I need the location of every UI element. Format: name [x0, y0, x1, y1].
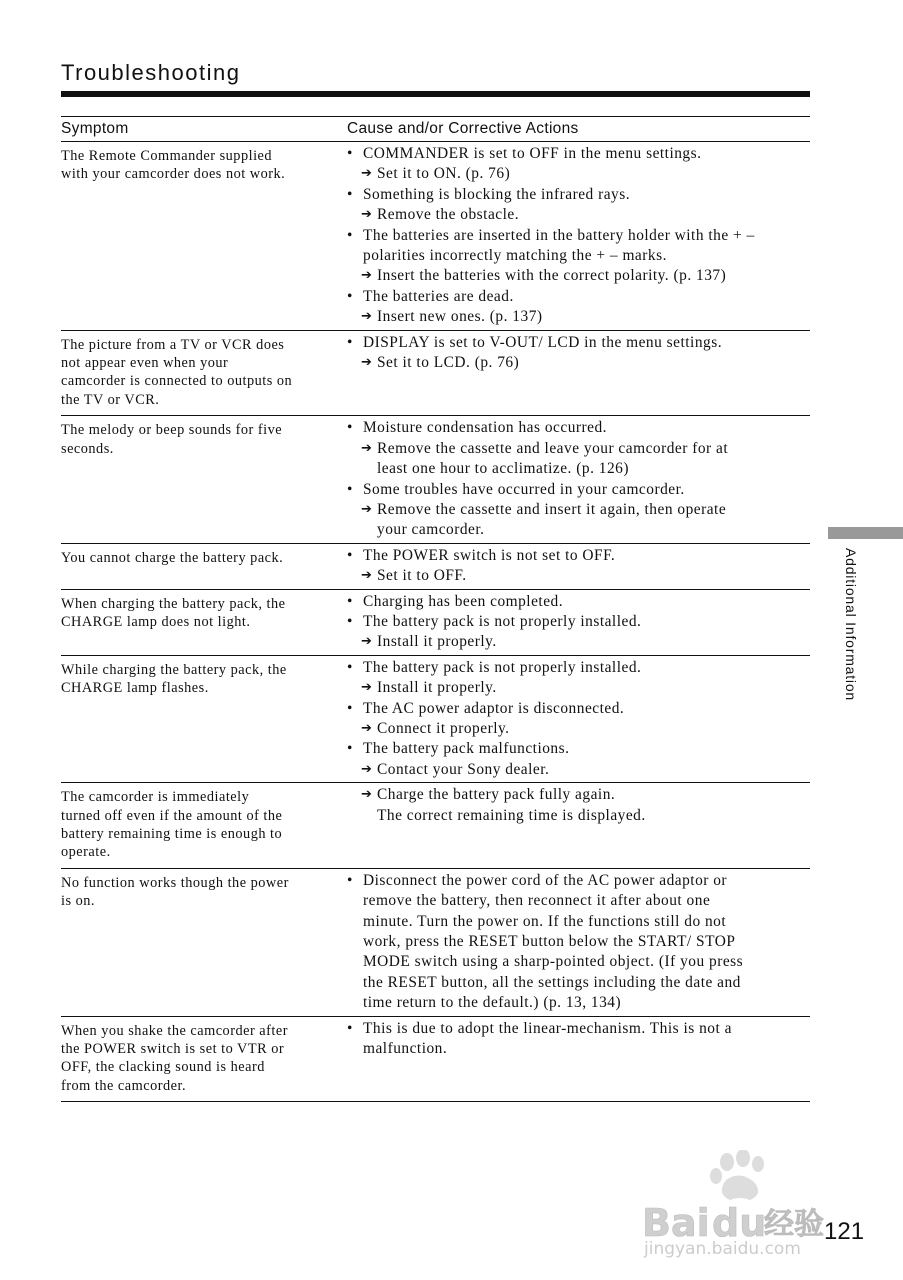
actions-cell [347, 783, 810, 868]
cause-text: The AC power adaptor is disconnected. [363, 699, 625, 717]
cause-text: The batteries are dead. [363, 287, 514, 305]
column-header-actions: Cause and/or Corrective Actions [347, 120, 579, 137]
cause-text: The batteries are inserted in the battery holder with the + – [363, 226, 755, 244]
cause-text: MODE switch using a sharp-pointed object. (If you press [363, 953, 744, 971]
section-tab-label: Additional Information [843, 548, 859, 702]
watermark-url: jingyan.baidu.com [644, 1239, 801, 1259]
cause-continuation [347, 952, 810, 972]
cause-text: the RESET button, all the settings including the date and [363, 973, 741, 991]
cause-item [347, 739, 810, 759]
arrow-icon: ➔ [361, 440, 373, 456]
action-text: Connect it properly. [377, 719, 510, 737]
action-item [347, 785, 810, 805]
symptom-cell [61, 590, 347, 655]
bullet-icon: • [347, 740, 353, 758]
section-tab [828, 527, 903, 539]
actions-cell [347, 869, 810, 1016]
cause-text: remove the battery, then reconnect it after about one [363, 892, 711, 910]
cause-text: Some troubles have occurred in your camcorder. [363, 480, 685, 498]
action-item [347, 266, 810, 286]
bullet-icon: • [347, 1019, 353, 1037]
cause-text: minute. Turn the power on. If the functions still do not [363, 912, 727, 930]
cause-item [347, 287, 810, 307]
page-title: Troubleshooting [61, 60, 241, 85]
action-continuation [347, 459, 810, 479]
symptom-cell [61, 544, 347, 589]
bullet-icon: • [347, 546, 353, 564]
symptom-line: is on. [61, 893, 95, 910]
cause-text: Moisture condensation has occurred. [363, 419, 608, 437]
cause-continuation [347, 912, 810, 932]
action-item [347, 632, 810, 652]
action-text: Insert the batteries with the correct polarity. (p. 137) [377, 267, 727, 285]
cause-item [347, 699, 810, 719]
symptom-line: CHARGE lamp flashes. [61, 680, 209, 697]
bullet-icon: • [347, 419, 353, 437]
cause-text: The POWER switch is not set to OFF. [363, 546, 616, 564]
actions-cell [347, 590, 810, 655]
action-item [347, 566, 810, 586]
cause-continuation [347, 891, 810, 911]
symptom-line: OFF, the clacking sound is heard [61, 1059, 265, 1076]
symptom-line: CHARGE lamp does not light. [61, 613, 251, 630]
troubleshooting-table [61, 116, 810, 1102]
cause-item [347, 658, 810, 678]
action-text: The correct remaining time is displayed. [377, 806, 646, 824]
cause-text: COMMANDER is set to OFF in the menu settings. [363, 145, 702, 162]
symptom-line: No function works though the power [61, 874, 289, 891]
bullet-icon: • [347, 871, 353, 889]
table-header [61, 117, 810, 142]
arrow-icon: ➔ [361, 207, 373, 223]
symptom-line: When you shake the camcorder after [61, 1022, 288, 1039]
cause-text: The battery pack malfunctions. [363, 740, 570, 758]
cause-text: malfunction. [363, 1040, 448, 1058]
action-item [347, 353, 810, 373]
cause-text: work, press the RESET button below the START/ STOP [363, 933, 736, 951]
arrow-icon: ➔ [361, 268, 373, 284]
symptom-line: The melody or beep sounds for five [61, 422, 283, 439]
bullet-icon: • [347, 612, 353, 630]
watermark-cn: 经验 [764, 1207, 824, 1242]
symptom-line: The Remote Commander supplied [61, 148, 273, 164]
arrow-icon: ➔ [361, 634, 373, 650]
paw-logo-icon [640, 1150, 840, 1260]
cause-item [347, 612, 810, 632]
action-item [347, 164, 810, 184]
symptom-line: from the camcorder. [61, 1077, 187, 1094]
cause-item [347, 1019, 810, 1039]
actions-cell [347, 656, 810, 782]
symptom-line: the TV or VCR. [61, 391, 160, 408]
cause-continuation [347, 246, 810, 266]
arrow-icon: ➔ [361, 720, 373, 736]
action-text: least one hour to acclimatize. (p. 126) [377, 460, 629, 478]
symptom-line: You cannot charge the battery pack. [61, 549, 284, 566]
page-number: 121 [824, 1218, 865, 1245]
symptom-cell [61, 656, 347, 782]
action-item [347, 307, 810, 327]
symptom-line: battery remaining time is enough to [61, 826, 283, 842]
bullet-icon: • [347, 145, 353, 162]
actions-cell [347, 544, 810, 589]
cause-item [347, 480, 810, 500]
symptom-cell [61, 783, 347, 868]
symptom-line: When charging the battery pack, the [61, 595, 286, 612]
actions-cell [347, 1017, 810, 1102]
cause-text: Charging has been completed. [363, 592, 564, 610]
cause-item [347, 546, 810, 566]
symptom-line: seconds. [61, 440, 114, 457]
arrow-icon: ➔ [361, 309, 373, 325]
table-body [61, 142, 810, 1102]
action-text: Set it to OFF. [377, 567, 467, 585]
symptom-line: The camcorder is immediately [61, 789, 250, 806]
symptom-line: camcorder is connected to outputs on [61, 373, 293, 390]
bullet-icon: • [347, 333, 353, 351]
cause-item [347, 871, 810, 891]
cause-text: The battery pack is not properly installed. [363, 658, 642, 676]
arrow-icon: ➔ [361, 355, 373, 371]
cause-item [347, 592, 810, 612]
symptom-cell [61, 331, 347, 416]
bullet-icon: • [347, 185, 353, 203]
action-text: Set it to LCD. (p. 76) [377, 354, 520, 372]
cause-continuation [347, 932, 810, 952]
table-row [61, 416, 810, 543]
cause-continuation [347, 973, 810, 993]
table-row [61, 590, 810, 656]
cause-continuation [347, 1039, 810, 1059]
bullet-icon: • [347, 226, 353, 244]
symptom-line: with your camcorder does not work. [61, 166, 286, 183]
symptom-line: While charging the battery pack, the [61, 661, 287, 678]
symptom-line: not appear even when your [61, 355, 229, 372]
column-header-symptom: Symptom [61, 120, 129, 137]
cause-text: time return to the default.) (p. 13, 134) [363, 994, 622, 1012]
action-item [347, 678, 810, 698]
action-item [347, 439, 810, 459]
cause-text: The battery pack is not properly installed. [363, 612, 642, 630]
arrow-icon: ➔ [361, 787, 373, 803]
symptom-line: operate. [61, 844, 111, 861]
action-continuation [347, 520, 810, 540]
title-rule [61, 91, 810, 97]
cause-text: This is due to adopt the linear-mechanism. This is not a [363, 1019, 732, 1037]
arrow-icon: ➔ [361, 761, 373, 777]
cause-item [347, 185, 810, 205]
table-row [61, 1017, 810, 1103]
bullet-icon: • [347, 287, 353, 305]
action-text: Remove the obstacle. [377, 206, 520, 224]
action-text: Charge the battery pack fully again. [377, 786, 616, 804]
cause-text: Something is blocking the infrared rays. [363, 185, 631, 203]
actions-cell [347, 416, 810, 542]
action-text: Install it properly. [377, 679, 497, 697]
action-item [347, 760, 810, 780]
symptom-cell [61, 869, 347, 1016]
table-row [61, 331, 810, 417]
action-item [347, 500, 810, 520]
action-text: Set it to ON. (p. 76) [377, 165, 511, 183]
action-text: Remove the cassette and leave your camcorder for at [377, 439, 729, 457]
symptom-line: turned off even if the amount of the [61, 807, 283, 824]
cause-text: DISPLAY is set to V-OUT/ LCD in the menu settings. [363, 333, 723, 351]
table-row [61, 544, 810, 590]
table-row [61, 869, 810, 1017]
watermark-brand-2: du [712, 1201, 767, 1245]
symptom-cell [61, 142, 347, 330]
arrow-icon: ➔ [361, 568, 373, 584]
action-item [347, 719, 810, 739]
bullet-icon: • [347, 658, 353, 676]
actions-cell [347, 142, 810, 330]
action-text: Contact your Sony dealer. [377, 760, 550, 778]
table-row [61, 656, 810, 783]
cause-continuation [347, 993, 810, 1013]
symptom-cell [61, 416, 347, 542]
cause-item [347, 144, 810, 164]
arrow-icon: ➔ [361, 501, 373, 517]
table-row [61, 783, 810, 869]
action-continuation [347, 806, 810, 826]
cause-item [347, 418, 810, 438]
baidu-watermark [640, 1150, 840, 1260]
action-text: Install it properly. [377, 633, 497, 651]
table-row [61, 142, 810, 331]
symptom-cell [61, 1017, 347, 1102]
bullet-icon: • [347, 699, 353, 717]
action-text: Remove the cassette and insert it again, then operate [377, 500, 727, 518]
action-item [347, 205, 810, 225]
arrow-icon: ➔ [361, 166, 373, 182]
cause-item [347, 333, 810, 353]
cause-text: polarities incorrectly matching the + – marks. [363, 247, 667, 265]
cause-item [347, 226, 810, 246]
bullet-icon: • [347, 592, 353, 610]
arrow-icon: ➔ [361, 680, 373, 696]
action-text: Insert new ones. (p. 137) [377, 308, 543, 326]
symptom-line: the POWER switch is set to VTR or [61, 1041, 285, 1058]
bullet-icon: • [347, 480, 353, 498]
symptom-line: The picture from a TV or VCR does [61, 336, 285, 353]
watermark-brand: Bai [642, 1201, 710, 1245]
actions-cell [347, 331, 810, 416]
cause-text: Disconnect the power cord of the AC power adaptor or [363, 871, 728, 889]
action-text: your camcorder. [377, 521, 485, 539]
